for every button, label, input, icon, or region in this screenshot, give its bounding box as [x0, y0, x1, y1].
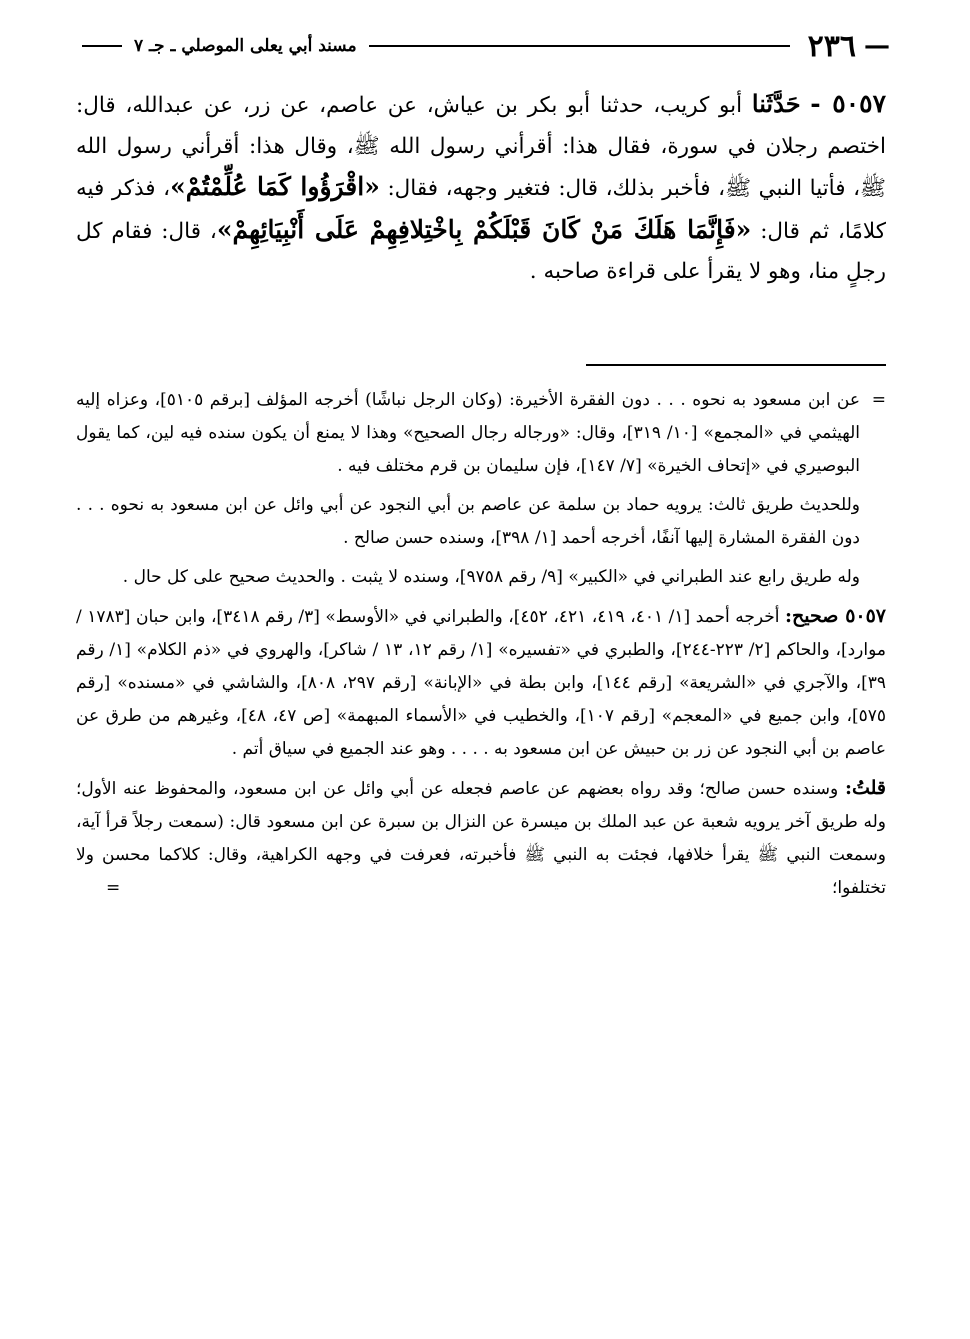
hadith-text-1: أبو كريب، حدثنا أبو بكر بن عياش، عن عاصم، عن زر، عن عبدالله، قال: اختصم رجلان في سورة، فقال هذا: أقرأني رسول الله ﷺ، وقال هذا: أقرأني رسول الله ﷺ، فأتيا النبي ﷺ، فأخبر بذلك، قال: فتغير وجهه، فقال: — [76, 93, 886, 201]
header-rule — [369, 45, 790, 47]
footnote-5057-label: ٥٠٥٧ صحيح: — [785, 605, 887, 627]
hadith-text — [76, 84, 886, 293]
continuation-mark: = — [871, 390, 886, 410]
footnote-5057-text: أخرجه أحمد [١/ ٤٠١، ٤١٩، ٤٢١، ٤٥٢]، والطبراني في «الأوسط» [٣/ رقم ٣٤١٨]، وابن حبان [١٧٨٣ / موارد]، والحاكم [٢/ ٢٢٣-٢٤٤]، والطبري في «تفسيره» [١/ رقم ١٢، ١٣ / شاكر]، والهروي في «ذم الكلام» [١/ رقم ٣٩]، والآجري في «الشريعة» [رقم ١٤٤]، وابن بطة في «الإبانة» [رقم ٢٩٧، ٨٠٨]، والشاشي في «مسنده» [رقم ٥٧٥]، وابن جميع في «المعجم» [رقم ١٠٧]، والخطيب في «الأسماء المبهمة» [ص ٤٧، ٤٨]، وغيرهم من طرق عن عاصم بن أبي النجود عن زر بن حبيش عن ابن مسعود به . . . . وهو عند الجميع في سياق أتم . — [76, 607, 887, 759]
hadith-quote-2: «فَإِنَّمَا هَلَكَ مَنْ كَانَ قَبْلَكُمْ بِاخْتِلافِهِمْ عَلَى أَنْبِيَائِهِمْ» — [216, 214, 752, 244]
continuation-mark-end: = — [106, 878, 121, 898]
footnote-fourth-route: وله طريق رابع عند الطبراني في «الكبير» [٩/ رقم ٩٧٥٨]، وسنده لا يثبت . والحديث صحيح على كل حال . — [122, 567, 860, 587]
hadith-text-3: ، قال: فقام كل رجلٍ منا، وهو لا يقرأ على قراءة صاحبه . — [76, 218, 886, 284]
footnote-continued — [76, 384, 886, 483]
footnote-text-1: عن ابن مسعود به نحوه . . . دون الفقرة الأخيرة: (وكان الرجل نباشًا) أخرجه المؤلف [برقم ٥١٠٥]، وعزاه إليه الهيثمي في «المجمع» [١٠/ ٣١٩]، وقال: «ورجاله رجال الصحيح» وهذا لا يمنع أن يكون سنده فيه لين، كما يقول البوصيري في «إتحاف الخيرة» [٧/ ١٤٧]، فإن سليمان بن قرم مختلف فيه . — [76, 390, 861, 476]
hadith-number: ٥٠٥٧ - — [810, 89, 886, 118]
header-rule-end — [82, 45, 122, 47]
footnote-qultu-label: قلتُ: — [844, 777, 887, 799]
header-dash: — — [864, 31, 890, 61]
footnotes — [76, 384, 886, 911]
hadith-opening: حَدَّثَنا — [751, 89, 801, 118]
page-header — [76, 28, 890, 64]
footnote-qultu-text: وسنده حسن صالح؛ وقد رواه بعضهم عن عاصم فجعله عن أبي وائل عن ابن مسعود، والمحفوظ عنه الأول؛ وله طريق آخر يرويه شعبة عن عبد الملك بن ميسرة عن النزال بن سبرة عن ابن مسعود قال: (سمعت رجلاً قرأ آية، وسمعت النبي ﷺ يقرأ خلافها، فجئت به النبي ﷺ فأخبرته، فعرفت في وجهه الكراهية، وقال: كلاكما محسن ولا تختلفوا؛ — [76, 779, 886, 898]
hadith-quote-1: «اقْرَؤُوا كَمَا عُلِّمْتُمْ» — [170, 172, 380, 201]
footnote-qultu — [76, 772, 886, 905]
footnote-separator — [586, 364, 886, 366]
footnote-5057 — [76, 600, 886, 766]
footnote-third-route: وللحديث طريق ثالث: يرويه حماد بن سلمة عن عاصم بن أبي النجود عن أبي وائل عن ابن مسعود به نحوه . . . دون الفقرة المشارة إليها آنفًا، أخرجه أحمد [١/ ٣٩٨]، وسنده حسن صالح . — [76, 495, 860, 548]
hadith-text-2: ، فذكر فيه كلامًا، ثم قال: — [76, 176, 886, 244]
page-number: ٢٣٦ — [807, 28, 856, 64]
book-title: مسند أبي يعلى الموصلي ـ جـ ٧ — [134, 36, 357, 56]
